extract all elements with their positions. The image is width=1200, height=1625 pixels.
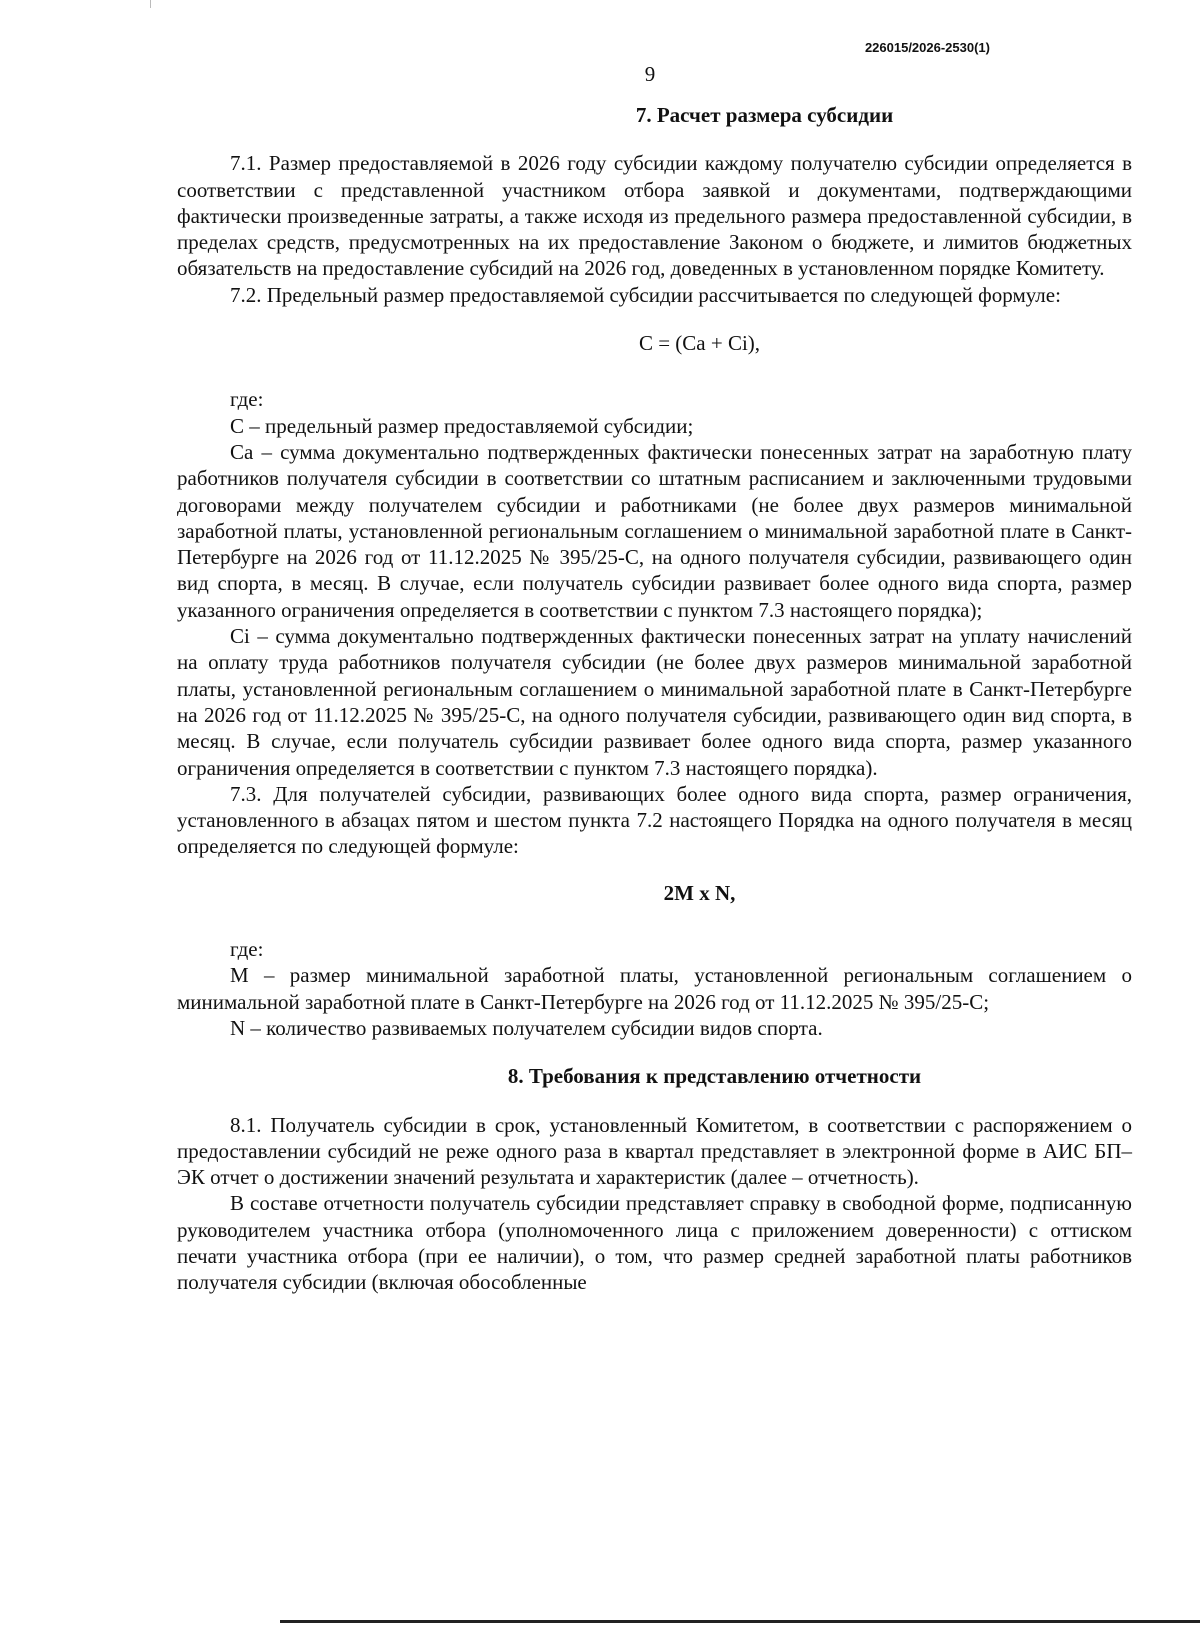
section-7-title: 7. Расчет размера субсидии <box>635 103 894 127</box>
definition-m: M – размер минимальной заработной платы, установленной региональным соглашением о минимальной заработной плате в Санкт-Петербурге на 2026 год от 11.12.2025 № 395/25-С; <box>177 963 1132 1014</box>
paragraph-7-3: 7.3. Для получателей субсидии, развивающих более одного вида спорта, размер ограничения, установленного в абзацах пятом и шестом пункта 7.2 настоящего Порядка на одного получателя в месяц определяется по следующей формуле: <box>177 781 1132 859</box>
paragraph-8-2: В составе отчетности получатель субсидии представляет справку в свободной форме, подписанную руководителем участника отбора (уполномоченного лица с приложением доверенности) с оттиском печати участника отбора (при ее наличии), о том, что размер средней заработной платы работников получателя субсидии (включая обособленные <box>177 1191 1132 1295</box>
section-8-title: 8. Требования к представлению отчетности <box>507 1064 922 1089</box>
definition-n: N – количество развиваемых получателем субсидии видов спорта. <box>230 1015 823 1040</box>
definition-ci: Ci – сумма документально подтвержденных фактически понесенных затрат на уплату начислений на оплату труда работников получателя субсидии (не более двух размеров минимальной заработной платы, установленной региональным соглашением о минимальной заработной плате в Санкт-Петербурге на 2026 год от 11.12.2025 № 395/25-С, на одного получателя субсидии, развивающего один вид спорта, в месяц. В случае, если получатель субсидии развивает более одного вида спорта, размер указанного ограничения определяется в соответствии с пунктом 7.3 настоящего порядка). <box>177 624 1132 780</box>
definition-c: C – предельный размер предоставляемой субсидии; <box>230 413 694 438</box>
document-number: 226015/2026-2530(1) <box>864 40 990 55</box>
definition-ca: Ca – сумма документально подтвержденных фактически понесенных затрат на заработную плату работников получателя субсидии в соответствии со штатным расписанием и заключенными трудовыми договорами между получателем субсидии и работниками (не более двух размеров минимальной заработной платы, установленной региональным соглашением о минимальной заработной плате в Санкт-Петербурге на 2026 год от 11.12.2025 № 395/25-С, на одного получателя субсидии, развивающего один вид спорта, в месяц. В случае, если получатель субсидии развивает более одного вида спорта, размер указанного ограничения определяется в соответствии с пунктом 7.3 настоящего порядка); <box>177 439 1132 622</box>
formula-2mn: 2M x N, <box>663 880 736 905</box>
paragraph-8-1: 8.1. Получатель субсидии в срок, установленный Комитетом, в соответствии с распоряжением о предоставлении субсидий не реже одного раза в квартал представляет в электронной форме в АИС БП–ЭК отчет о достижении значений результата и характеристик (далее – отчетность). <box>177 1112 1132 1190</box>
document-body <box>177 102 1132 1296</box>
scan-mark <box>150 0 151 8</box>
paragraph-7-2: 7.2. Предельный размер предоставляемой субсидии рассчитывается по следующей формуле: <box>230 282 1061 307</box>
bottom-scan-border <box>280 1620 1200 1623</box>
where-label-1: где: <box>230 387 264 412</box>
where-label-2: где: <box>230 937 264 962</box>
formula-c: C = (Ca + Ci), <box>638 331 761 356</box>
page-number: 9 <box>644 62 656 86</box>
paragraph-7-1: 7.1. Размер предоставляемой в 2026 году субсидии каждому получателю субсидии определяется в соответствии с представленной участником отбора заявкой и документами, подтверждающими фактически произведенные затраты, а также исходя из предельного размера предоставленной субсидии, в пределах средств, предусмотренных на их предоставление Законом о бюджете, и лимитов бюджетных обязательств на предоставление субсидий на 2026 год, доведенных в установленном порядке Комитету. <box>177 151 1132 281</box>
